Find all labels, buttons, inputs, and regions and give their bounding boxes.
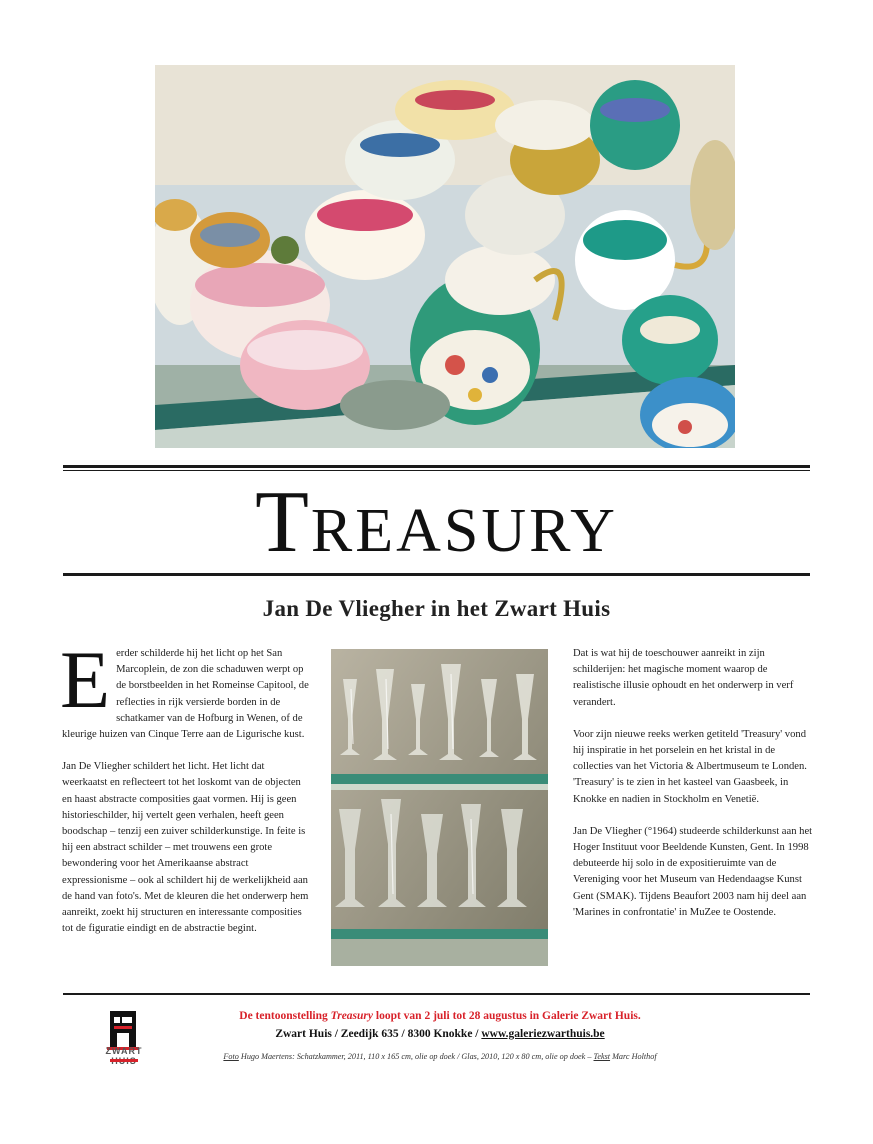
title-initial: T: [255, 474, 311, 571]
exhibition-title: Treasury: [330, 1010, 374, 1022]
left-paragraph-1-text: erder schilderde hij het licht op het San Marcoplein, de zon die schaduwen werpt op de borstbeelden in het Romeinse Capitool, de reflecties in rijk versierde borden in de schatkamer van de Hofburg in Wenen, of de kleurige huizen van Cinque Terre aan de Ligurische kust.: [62, 648, 309, 741]
subtitle: Jan De Vliegher in het Zwart Huis: [262, 596, 611, 621]
right-paragraph-2: Voor zijn nieuwe reeks werken getiteld 'Treasury' vond hij inspiratie in het porselein en het kristal in de collecties van het Victoria & Albertmuseum te Londen. 'Treasury' is te zien in het kasteel van Gaasbeek, in Knokke en nadien in Stockholm en Venetië.: [573, 728, 807, 805]
credit-foto: Hugo Maertens: Schatzkammer, 2011, 110 x 165 cm, olie op doek / Glas, 2010, 120 x 80 cm, olie op doek –: [238, 1052, 594, 1061]
exhibition-line: [150, 1010, 730, 1022]
credit-tekst-label: Tekst: [593, 1052, 611, 1061]
treasury-painting: [155, 65, 735, 448]
exhibition-pre: De tentoonstelling: [239, 1010, 331, 1022]
left-paragraph-1: [60, 634, 310, 743]
address: Zwart Huis / Zeedijk 635 / 8300 Knokke /: [275, 1028, 482, 1040]
left-column: [60, 634, 310, 953]
house-icon: [107, 1007, 139, 1051]
exhibition-post: loopt van 2 juli tot 28 augustus in Galerie Zwart Huis.: [373, 1010, 641, 1022]
title-rest: REASURY: [310, 497, 618, 565]
right-paragraph-3: Jan De Vliegher (°1964) studeerde schilderkunst aan het Hoger Instituut voor Beeldende Kunsten, Gent. In 1998 debuteerde hij solo in de expositieruimte van de Vereniging voor het Museum van Hedendaagse Kunst Gent (SMAK). Tijdens Beaufort 2003 nam hij deel aan 'Marines in confrontatie' in MuZee te Oostende.: [573, 825, 813, 918]
glass-painting: [331, 649, 548, 966]
right-column: [573, 646, 813, 937]
credits-line: [150, 1052, 730, 1061]
footer-rule: [63, 993, 810, 995]
right-paragraph-1: Dat is wat hij de toeschouwer aanreikt in zijn schilderijen: het magische moment waarop de realistische illusie ophoudt en het onderwerp in verf verandert.: [573, 648, 794, 708]
page-title: [63, 474, 810, 576]
title-rule: [63, 573, 810, 576]
dropcap: E: [60, 634, 111, 725]
top-rule-thick: [63, 465, 810, 468]
address-line: [150, 1028, 730, 1040]
top-rule-thin: [63, 470, 810, 471]
left-paragraph-2: Jan De Vliegher schildert het licht. Het licht dat weerkaatst en reflecteert tot het loskomt van de objecten en haast abstracte composities gaat vormen. Hij is geen historieschilder, hij vertelt geen verhalen, heeft geen boodschap – tenzij een zuiver schilderkunstige. In feite is hij een abstract schilder – met trouwens een grote bewondering voor het Amerikaanse abstract expressionisme – ook al schildert hij de werkelijkheid aan de hand van foto's. Met de kleuren die het onderwerp hem aanreikt, zoekt hij structuren en interessante composities tot de figuratie eindigt en de abstractie begint.: [62, 761, 309, 935]
website-link[interactable]: www.galeriezwarthuis.be: [481, 1028, 605, 1040]
logo-text: ZWART: [105, 1046, 143, 1056]
logo-underline: [110, 1059, 138, 1062]
credit-tekst: Marc Holthof: [610, 1052, 657, 1061]
credit-foto-label: Foto: [223, 1052, 239, 1061]
